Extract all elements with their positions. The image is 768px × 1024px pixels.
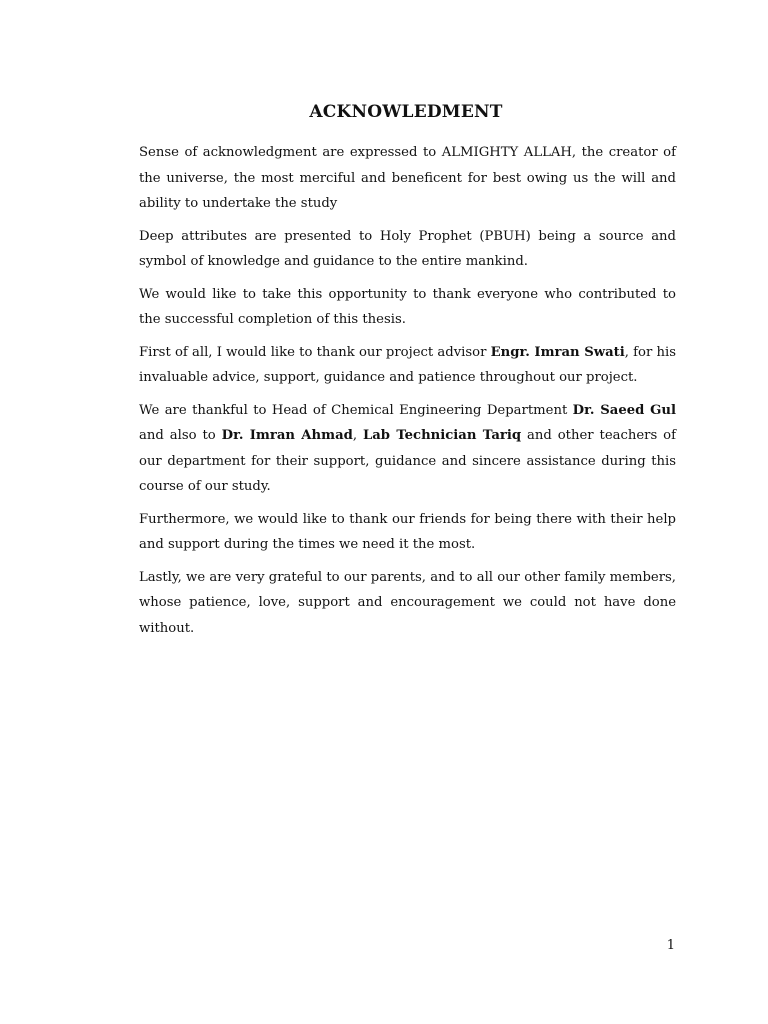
acknowledgment-body	[139, 140, 676, 648]
paragraph-6: Furthermore, we would like to thank our friends for being there with their help and support during the times we need it the most.	[139, 511, 676, 552]
page-title: ACKNOWLEDMENT	[309, 102, 503, 122]
paragraph-4-text-2: , for his invaluable advice, support, guidance and patience throughout our project.	[139, 344, 676, 385]
advisor-name: Engr. Imran Swati	[490, 344, 625, 360]
paragraph-5-text-1: We are thankful to Head of Chemical Engineering Department	[139, 402, 573, 418]
paragraph-7: Lastly, we are very grateful to our parents, and to all our other family members, whose patience, love, support and encouragement we could not have done without.	[139, 569, 676, 636]
paragraph-5	[139, 398, 676, 500]
paragraph-5-text-4: and other teachers of our department for their support, guidance and sincere assistance during this course of our study.	[139, 428, 676, 494]
page-number: 1	[666, 938, 675, 953]
paragraph-5-text-2: and also to	[139, 428, 222, 443]
paragraph-2: Deep attributes are presented to Holy Prophet (PBUH) being a source and symbol of knowledge and guidance to the entire mankind.	[139, 228, 676, 269]
paragraph-4-text-1: First of all, I would like to thank our project advisor	[139, 344, 491, 360]
paragraph-3: We would like to take this opportunity to thank everyone who contributed to the successful completion of this thesis.	[139, 286, 676, 327]
paragraph-4	[139, 340, 676, 391]
department-head-name: Dr. Saeed Gul	[572, 402, 676, 418]
paragraph-5-text-3: ,	[352, 428, 363, 443]
paragraph-1: Sense of acknowledgment are expressed to ALMIGHTY ALLAH, the creator of the universe, the most merciful and beneficent for best owing us the will and ability to undertake the study	[139, 145, 676, 211]
lab-technician-name: Lab Technician Tariq	[362, 428, 522, 443]
teacher-name: Dr. Imran Ahmad	[221, 428, 353, 443]
